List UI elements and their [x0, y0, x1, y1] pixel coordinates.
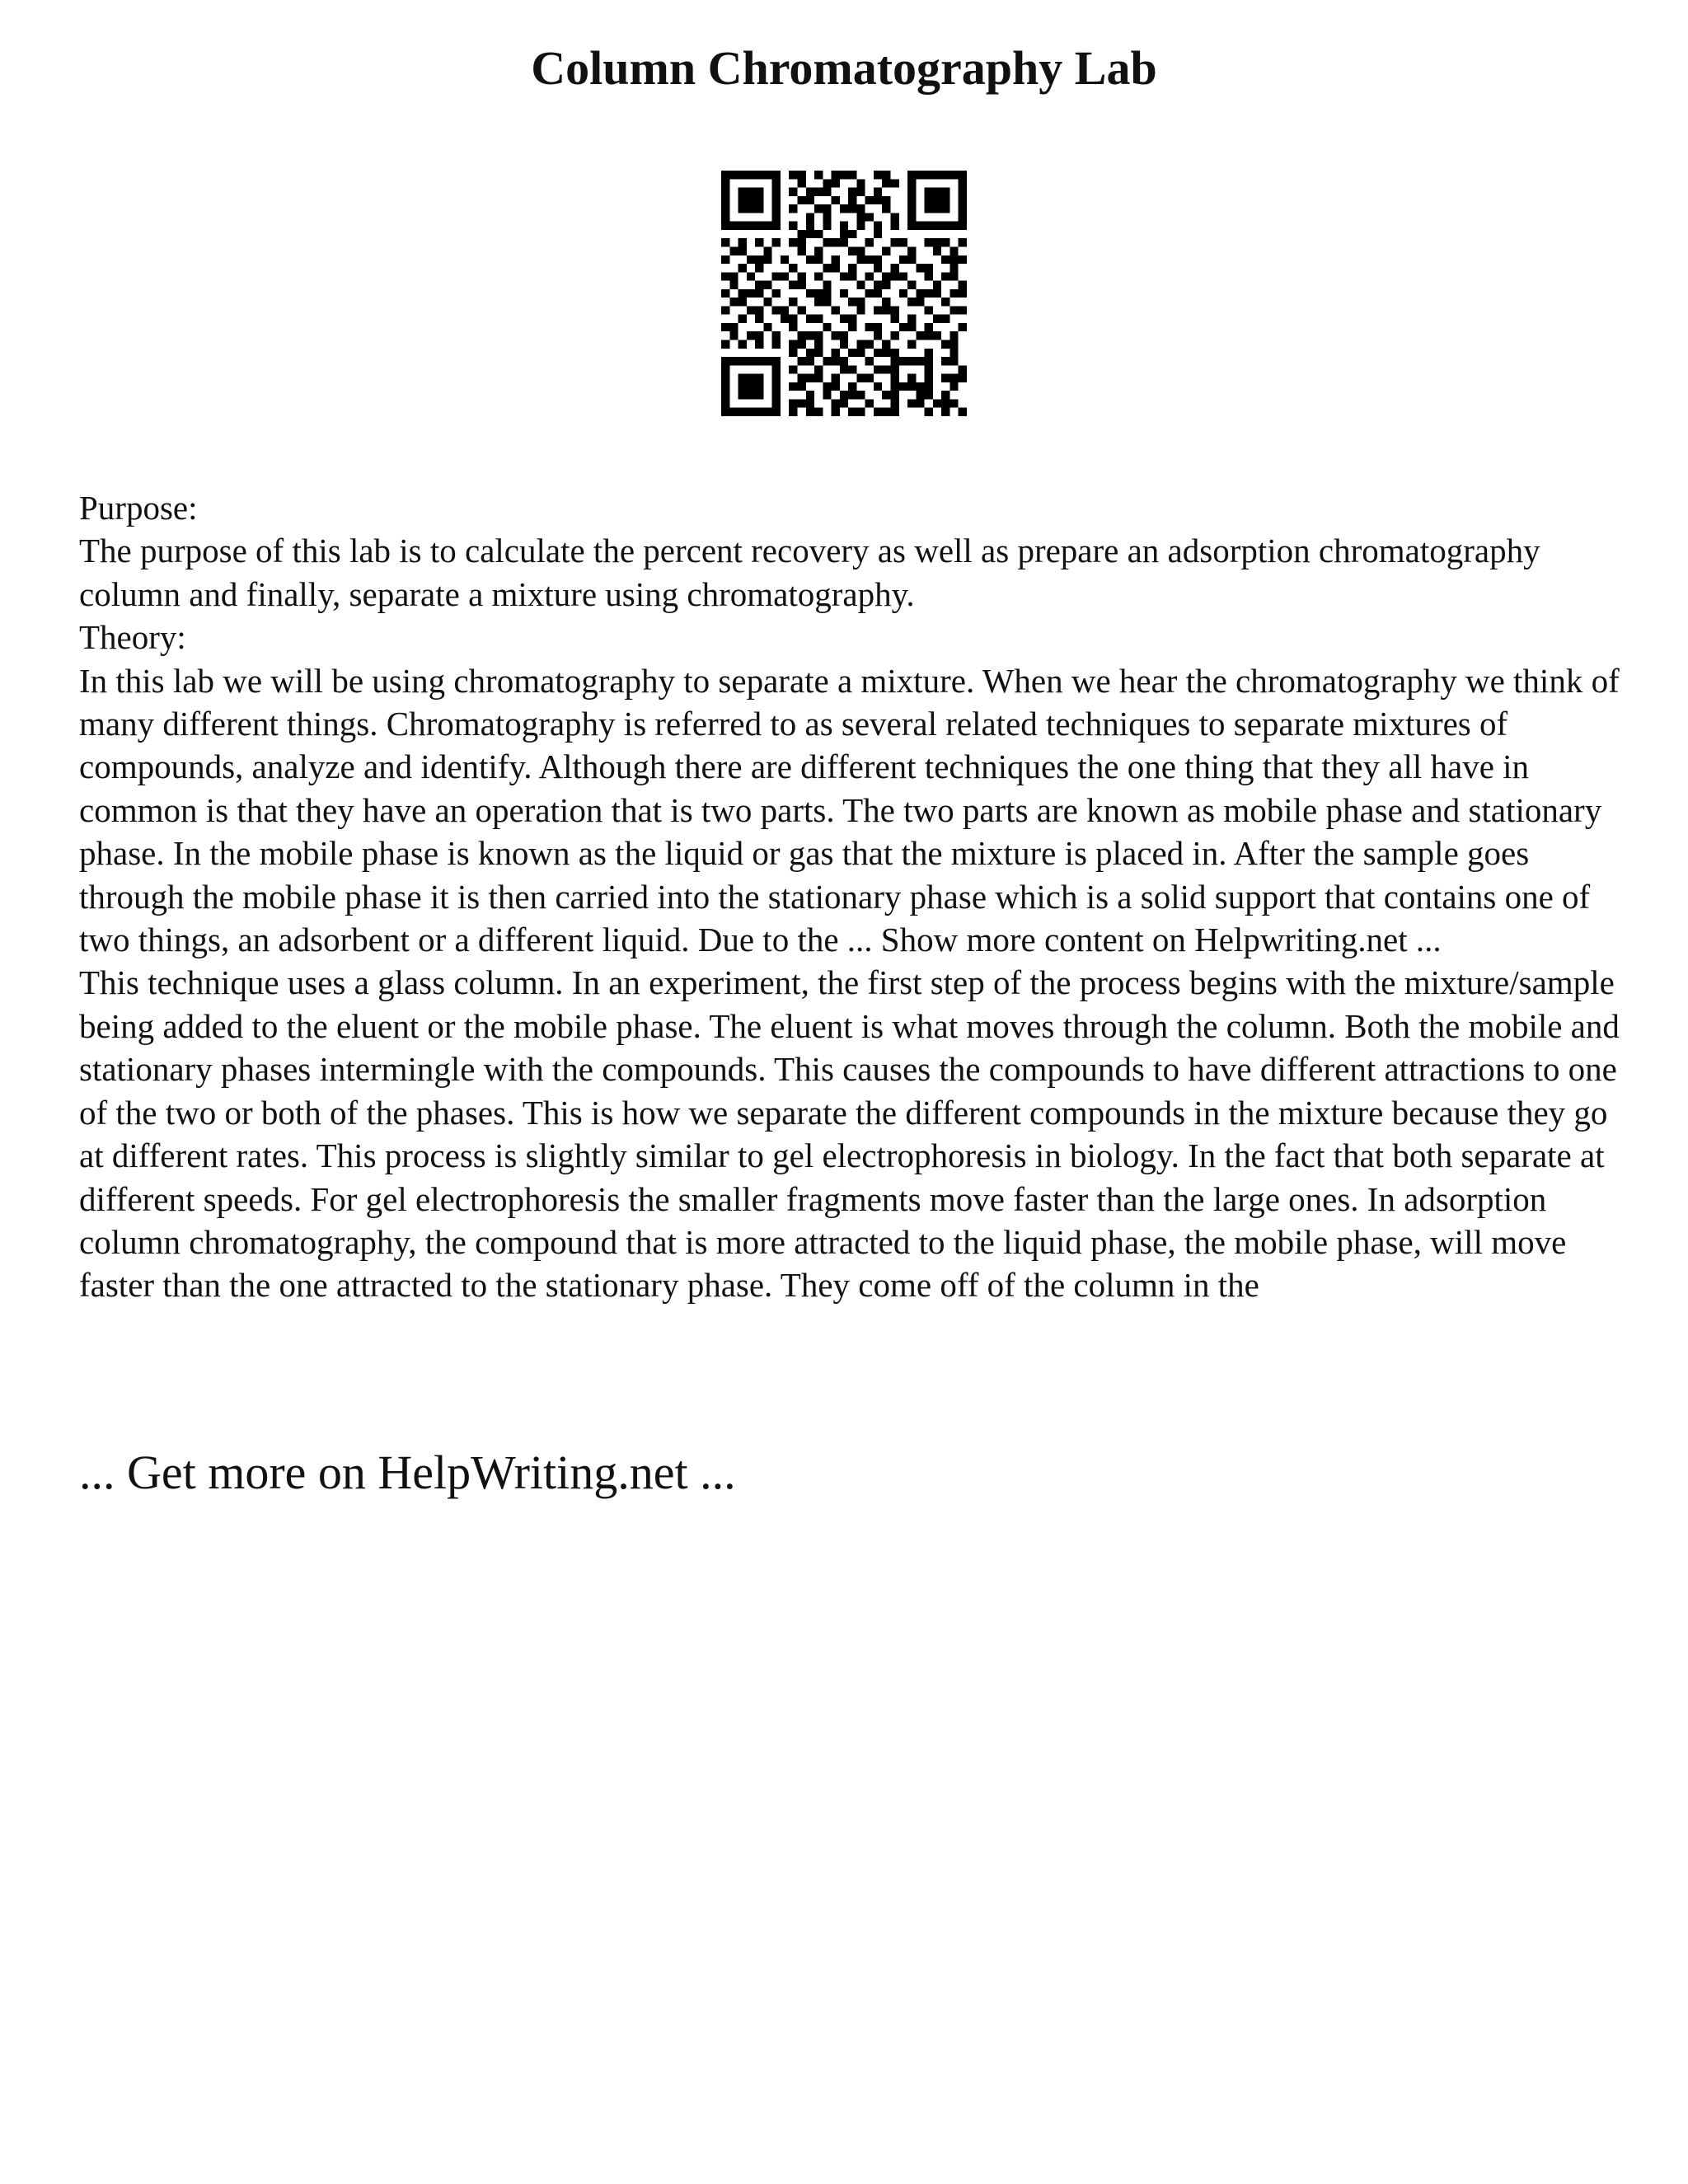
theory-heading: Theory: [79, 618, 186, 657]
document-body [79, 486, 1629, 1307]
qr-code-icon[interactable] [721, 171, 967, 416]
page-title: Column Chromatography Lab [531, 41, 1157, 95]
get-more-link[interactable]: ... Get more on HelpWriting.net ... [79, 1446, 736, 1499]
purpose-heading: Purpose: [79, 489, 198, 527]
theory-paragraph: In this lab we will be using chromatography to separate a mixture. When we hear the chromatography we think of many different things. Chromatography is referred to as several related techniques to separate mixtures of compounds, analyze and identify. Although there are different techniques the one thing that they all have in common is that they have an operation that is two parts. The two parts are known as mobile phase and stationary phase. In the mobile phase is known as the liquid or gas that the mixture is placed in. After the sample goes through the mobile phase it is then carried into the stationary phase which is a solid support that contains one of two things, an adsorbent or a different liquid. Due to the ... Show more content on Helpwriting.net ... [79, 661, 1620, 959]
purpose-paragraph: The purpose of this lab is to calculate the percent recovery as well as prepare an adsorption chromatography column and finally, separate a mixture using chromatography. [79, 532, 1540, 613]
technique-paragraph: This technique uses a glass column. In an experiment, the first step of the process begins with the mixture/sample being added to the eluent or the mobile phase. The eluent is what moves through the column. Both the mobile and stationary phases intermingle with the compounds. This causes the compounds to have different attractions to one of the two or both of the phases. This is how we separate the different compounds in the mixture because they go at different rates. This process is slightly similar to gel electrophoresis in biology. In the fact that both separate at different speeds. For gel electrophoresis the smaller fragments move faster than the large ones. In adsorption column chromatography, the compound that is more attracted to the liquid phase, the mobile phase, will move faster than the one attracted to the stationary phase. They come off of the column in the [79, 963, 1620, 1305]
